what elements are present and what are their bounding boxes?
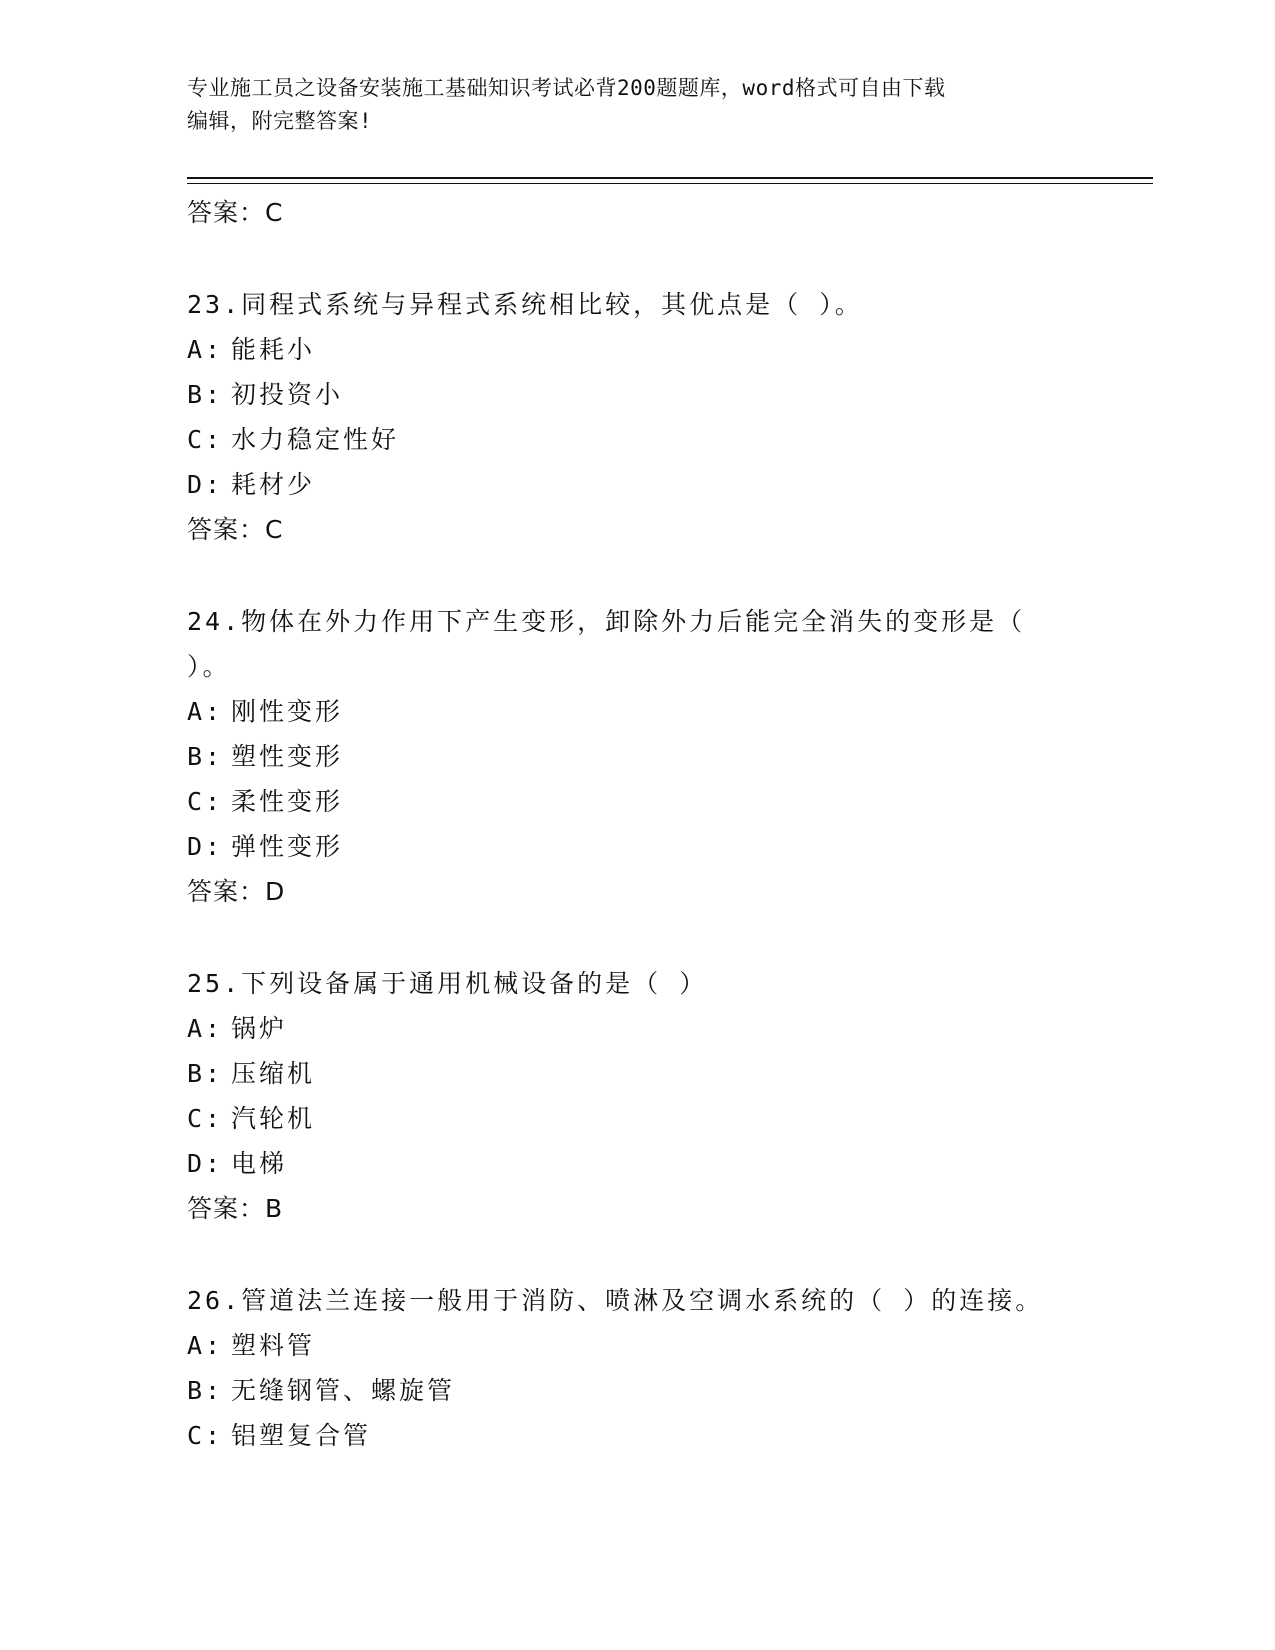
answer-line <box>187 1186 1153 1231</box>
option-letter: B: <box>187 742 224 771</box>
header-line-1: 专业施工员之设备安装施工基础知识考试必背200题题库，word格式可自由下载 <box>187 76 946 100</box>
answer-line <box>187 507 1153 552</box>
option-letter: D: <box>187 832 224 861</box>
option-text: 柔性变形 <box>231 787 344 816</box>
question-text: 23.同程式系统与异程式系统相比较，其优点是（ ）。 <box>187 290 863 319</box>
spacer <box>187 914 1153 961</box>
option-text: 铝塑复合管 <box>231 1421 372 1450</box>
option-a <box>187 1006 1153 1051</box>
option-text: 锅炉 <box>231 1014 288 1043</box>
option-letter: C: <box>187 1421 224 1450</box>
spacer <box>187 235 1153 282</box>
option-letter: D: <box>187 470 224 499</box>
answer-line <box>187 869 1153 914</box>
option-text: 初投资小 <box>231 380 344 409</box>
option-letter: A: <box>187 1014 224 1043</box>
option-b <box>187 1368 1153 1413</box>
question-text: 25.下列设备属于通用机械设备的是（ ） <box>187 969 708 998</box>
answer-line <box>187 190 1153 235</box>
answer-label: 答案： <box>187 1194 266 1223</box>
option-letter: B: <box>187 1376 224 1405</box>
spacer <box>187 552 1153 599</box>
option-letter: A: <box>187 335 224 364</box>
option-letter: A: <box>187 1331 224 1360</box>
option-text: 压缩机 <box>231 1059 316 1088</box>
option-text: 刚性变形 <box>231 697 344 726</box>
option-b <box>187 1051 1153 1096</box>
option-c <box>187 417 1153 462</box>
document-header <box>187 72 1077 138</box>
answer-label: 答案： <box>187 515 266 544</box>
option-letter: C: <box>187 1104 224 1133</box>
option-text: 能耗小 <box>231 335 316 364</box>
option-letter: A: <box>187 697 224 726</box>
header-line-2: 编辑，附完整答案! <box>187 109 373 133</box>
question-block <box>187 1278 1153 1458</box>
header-divider <box>187 177 1153 184</box>
option-text: 汽轮机 <box>231 1104 316 1133</box>
question-block <box>187 599 1153 914</box>
answer-label: 答案： <box>187 877 266 906</box>
option-b <box>187 372 1153 417</box>
option-letter: D: <box>187 1149 224 1178</box>
answer-value: C <box>265 198 284 227</box>
option-text: 无缝钢管、螺旋管 <box>231 1376 456 1405</box>
answer-value: D <box>265 877 286 906</box>
option-text: 电梯 <box>231 1149 288 1178</box>
option-b <box>187 734 1153 779</box>
spacer <box>187 1231 1153 1278</box>
question-list <box>187 190 1153 1458</box>
option-d <box>187 824 1153 869</box>
option-a <box>187 327 1153 372</box>
answer-value: B <box>265 1194 284 1223</box>
question-block <box>187 961 1153 1231</box>
answer-value: C <box>265 515 284 544</box>
option-letter: B: <box>187 380 224 409</box>
option-letter: B: <box>187 1059 224 1088</box>
option-letter: C: <box>187 425 224 454</box>
option-c <box>187 1413 1153 1458</box>
question-text: 26.管道法兰连接一般用于消防、喷淋及空调水系统的（ ）的连接。 <box>187 1286 1044 1315</box>
option-text: 耗材少 <box>231 470 316 499</box>
option-letter: C: <box>187 787 224 816</box>
question-text: 24.物体在外力作用下产生变形，卸除外力后能完全消失的变形是（ ）。 <box>187 607 1026 681</box>
option-text: 弹性变形 <box>231 832 344 861</box>
option-a <box>187 689 1153 734</box>
option-a <box>187 1323 1153 1368</box>
question-block <box>187 282 1153 552</box>
option-text: 塑料管 <box>231 1331 316 1360</box>
option-text: 水力稳定性好 <box>231 425 400 454</box>
option-d <box>187 1141 1153 1186</box>
option-d <box>187 462 1153 507</box>
option-c <box>187 1096 1153 1141</box>
option-text: 塑性变形 <box>231 742 344 771</box>
option-c <box>187 779 1153 824</box>
answer-label: 答案： <box>187 198 266 227</box>
